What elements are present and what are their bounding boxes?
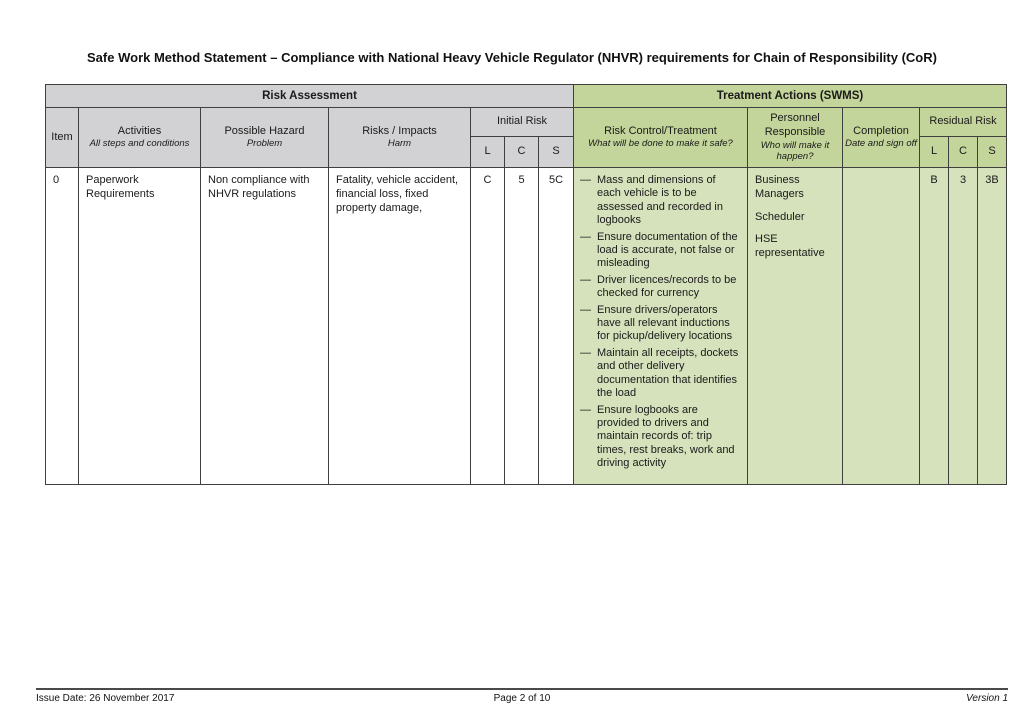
dash-bullet: — xyxy=(580,303,591,316)
column-header-item xyxy=(46,108,79,168)
column-header-risks-label: Risks / Impacts xyxy=(362,124,437,137)
dash-bullet: — xyxy=(580,174,591,186)
column-header-activities xyxy=(79,108,201,168)
footer-divider xyxy=(36,688,1008,690)
row-activities: Paperwork Requirements xyxy=(79,168,201,484)
swms-table xyxy=(45,84,1007,485)
column-header-residual-l: L xyxy=(920,137,949,168)
row-initial-l: C xyxy=(471,168,505,484)
row-residual-c: 3 xyxy=(949,168,978,484)
column-header-control-label: Risk Control/Treatment xyxy=(604,124,717,137)
row-completion xyxy=(843,168,920,484)
row-initial-c: 5 xyxy=(505,168,539,484)
column-header-residual-s: S xyxy=(978,137,1006,168)
column-header-completion-label: Completion xyxy=(853,124,909,137)
column-header-residual-c: C xyxy=(949,137,978,168)
risk-control-item: — Ensure documentation of the load is accurate, not false or misleading xyxy=(580,230,738,270)
row-residual-l: B xyxy=(920,168,949,484)
risk-control-item: — Ensure logbooks are provided to drivers and maintain records of: trip times, rest breaks, work and driving activity xyxy=(580,403,735,470)
personnel-entry: HSE representative xyxy=(755,233,825,259)
section-header-risk-assessment: Risk Assessment xyxy=(46,85,574,108)
column-header-hazard-sub: Problem xyxy=(246,138,283,150)
dash-bullet: — xyxy=(580,346,591,359)
personnel-entry: Scheduler xyxy=(755,210,805,223)
column-header-control-sub: What will be done to make it safe? xyxy=(588,138,733,150)
column-header-completion-sub: Date and sign off xyxy=(845,138,917,150)
section-header-treatment-actions: Treatment Actions (SWMS) xyxy=(574,85,1006,108)
column-header-initial-s: S xyxy=(539,137,574,168)
risk-control-item: — Mass and dimensions of each vehicle is to be assessed and recorded in logbooks xyxy=(580,174,723,227)
column-header-completion xyxy=(843,108,920,168)
column-header-initial-l: L xyxy=(471,137,505,168)
column-header-risks-sub: Harm xyxy=(387,138,412,150)
page-title: Safe Work Method Statement – Compliance with National Heavy Vehicle Regulator (NHVR) requirements for Chain of Responsibility (CoR) xyxy=(87,50,937,65)
column-header-initial-c: C xyxy=(505,137,539,168)
column-header-personnel-label: Personnel Responsible xyxy=(764,112,826,139)
risk-control-item: — Driver licences/records to be checked for currency xyxy=(580,273,737,300)
risk-control-item: — Maintain all receipts, dockets and other delivery documentation that identifies the load xyxy=(580,346,739,400)
column-header-residual-risk: Residual Risk xyxy=(920,108,1006,137)
row-risks: Fatality, vehicle accident, financial loss, fixed property damage, xyxy=(329,168,471,484)
column-header-hazard-label: Possible Hazard xyxy=(224,124,305,137)
dash-bullet: — xyxy=(580,230,591,243)
column-header-activities-label: Activities xyxy=(117,124,162,137)
row-hazard: Non compliance with NHVR regulations xyxy=(201,168,329,484)
column-header-personnel-sub: Who will make it happen? xyxy=(760,139,830,162)
dash-bullet: — xyxy=(580,403,591,416)
footer-version: Version 1 xyxy=(966,693,1008,704)
column-header-risks xyxy=(329,108,471,168)
dash-bullet: — xyxy=(580,273,591,286)
column-header-activities-sub: All steps and conditions xyxy=(89,138,190,150)
column-header-initial-risk: Initial Risk xyxy=(471,108,574,137)
column-header-control xyxy=(574,108,748,168)
row-risk-control-list xyxy=(574,168,748,484)
row-initial-s: 5C xyxy=(539,168,574,484)
row-residual-s: 3B xyxy=(978,168,1006,484)
footer-issue-date: Issue Date: 26 November 2017 xyxy=(36,693,175,704)
footer-page-number: Page 2 of 10 xyxy=(493,693,551,704)
column-header-personnel xyxy=(748,108,843,168)
personnel-entry: Business Managers xyxy=(755,174,804,200)
risk-control-item: — Ensure drivers/operators have all relevant inductions for pickup/delivery locations xyxy=(580,303,733,343)
row-personnel xyxy=(748,168,843,484)
column-header-hazard xyxy=(201,108,329,168)
row-item-number: 0 xyxy=(46,168,79,484)
column-header-item-label: Item xyxy=(51,130,73,143)
